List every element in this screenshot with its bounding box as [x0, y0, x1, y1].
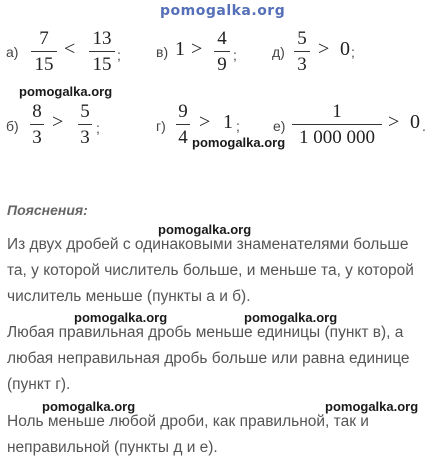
fraction-bar: [30, 124, 44, 125]
problem-d-operator: >: [318, 38, 330, 60]
explanation-heading: Пояснения:: [7, 202, 88, 218]
fraction-bar: [176, 124, 190, 125]
watermark-1: pomogalka.org: [19, 84, 113, 99]
problem-g-right: 1: [223, 111, 233, 133]
problem-g-fraction: 9 4: [176, 101, 190, 148]
problem-v-operator: >: [191, 38, 203, 60]
watermark-2: pomogalka.org: [192, 135, 286, 150]
watermark-top: pomogalka.org: [160, 3, 286, 19]
problem-d-right: 0: [340, 38, 350, 60]
problem-b-operator: >: [52, 111, 64, 133]
explanation-line-4: Любая правильная дробь меньше единицы (пункт в), а: [7, 324, 404, 341]
problem-a-operator: <: [64, 38, 76, 60]
fraction-bar: [78, 124, 92, 125]
problem-b-label: б): [6, 118, 19, 134]
fraction-bar: [292, 124, 382, 125]
fraction-bar: [294, 51, 310, 52]
explanation-line-7: Ноль меньше любой дроби, как правильной, так и: [7, 413, 369, 430]
fraction-bar: [89, 51, 115, 52]
problem-e-fraction: 1 1 000 000: [292, 101, 382, 148]
watermark-7: pomogalka.org: [325, 399, 419, 414]
problem-e-operator: >: [388, 111, 400, 133]
explanation-line-5: любая неправильная дробь больше или равна единице: [7, 350, 410, 367]
problem-a-fraction-1: 7 15: [31, 28, 57, 75]
watermark-4: pomogalka.org: [74, 310, 168, 325]
problem-b-end: ;: [96, 120, 100, 136]
watermark-5: pomogalka.org: [244, 310, 338, 325]
problem-e-end: .: [422, 118, 426, 134]
explanation-line-1: Из двух дробей с одинаковыми знаменателями больше: [7, 236, 409, 253]
problem-v-left: 1: [175, 38, 185, 60]
fraction-bar: [31, 51, 57, 52]
problem-d-fraction: 5 3: [294, 28, 310, 75]
problem-g-operator: >: [199, 111, 211, 133]
problem-e-right: 0: [410, 111, 420, 133]
explanation-line-2: та, у которой числитель больше, и меньше та, у которой: [7, 262, 414, 279]
explanation-line-8: неправильной (пункты д и е).: [7, 439, 218, 456]
problem-b-fraction-2: 5 3: [78, 101, 92, 148]
explanation-line-3: числитель меньше (пункты а и б).: [7, 288, 251, 305]
explanation-line-6: (пункт г).: [7, 376, 71, 393]
watermark-6: pomogalka.org: [42, 399, 136, 414]
problem-v-label: в): [156, 44, 169, 60]
problem-d-label: д): [272, 44, 285, 60]
problem-g-end: ;: [236, 118, 240, 134]
problem-d-end: ;: [351, 44, 355, 60]
problem-g-label: г): [156, 118, 166, 134]
fraction-bar: [214, 51, 230, 52]
problem-e-label: е): [273, 118, 286, 134]
problem-v-end: ;: [233, 47, 237, 63]
problem-a-label: а): [6, 44, 19, 60]
problem-a-fraction-2: 13 15: [89, 28, 115, 75]
problem-v-fraction: 4 9: [214, 28, 230, 75]
watermark-3: pomogalka.org: [158, 222, 252, 237]
problem-a-end: ;: [117, 47, 121, 63]
problem-b-fraction-1: 8 3: [30, 101, 44, 148]
